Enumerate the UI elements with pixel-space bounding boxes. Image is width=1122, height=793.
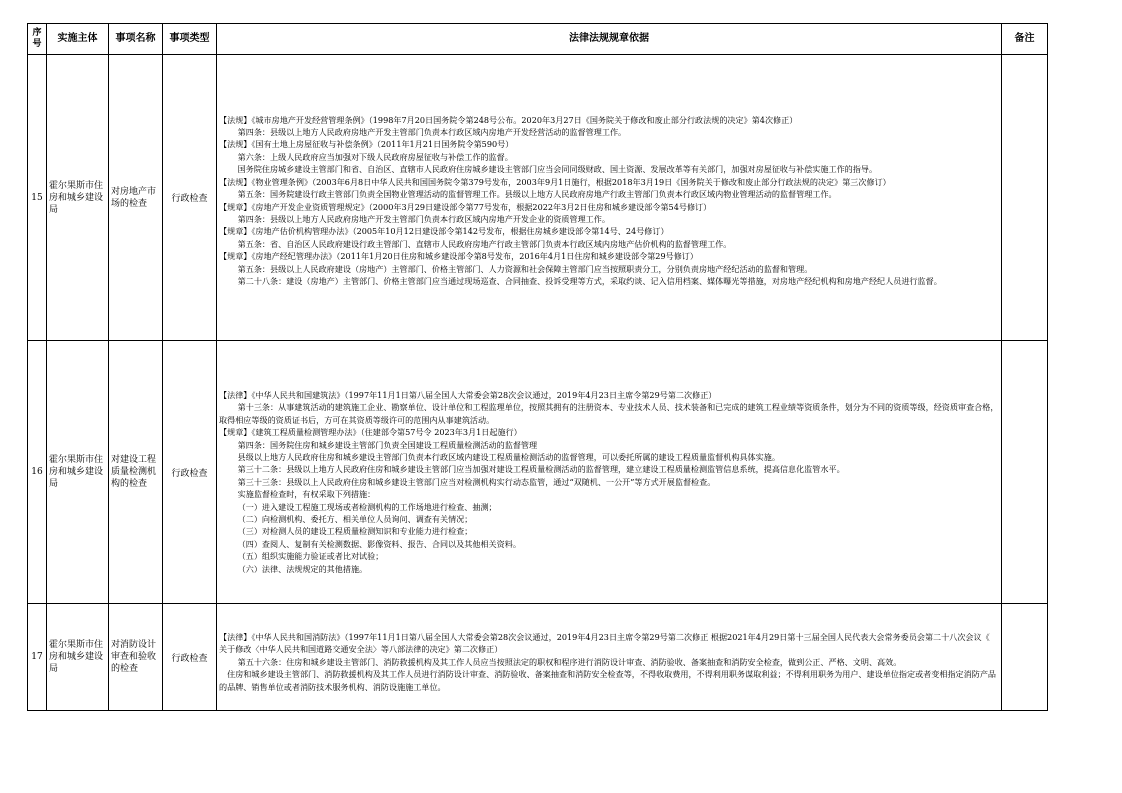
row-item-type: 行政检查	[163, 604, 217, 711]
header-remark: 备注	[1002, 24, 1048, 55]
row-entity: 霍尔果斯市住房和城乡建设局	[47, 341, 109, 604]
basis-line: 第五条：国务院建设行政主管部门负责全国物业管理活动的监督管理工作。县级以上地方人民政府房地产行政主管部门负责本行政区域内物业管理活动的监督管理工作。	[237, 189, 837, 200]
header-item-name: 事项名称	[109, 24, 163, 55]
basis-line: 第四条：县级以上地方人民政府房地产开发主管部门负责本行政区域内房地产开发企业的资质管理工作。	[237, 213, 610, 224]
basis-line: 第二十八条：建设（房地产）主管部门、价格主管部门应当通过现场巡查、合同抽查、投诉受理等方式，采取约谈、记入信用档案、媒体曝光等措施，对房地产经纪机构和房地产经纪人员进行监督。	[237, 275, 942, 286]
basis-line: 【法规】《国有土地上房屋征收与补偿条例》（2011年1月21日国务院令第590号）	[219, 139, 514, 150]
row-remark	[1002, 341, 1048, 604]
row-entity: 霍尔果斯市住房和城乡建设局	[47, 604, 109, 711]
basis-line: 第十三条：从事建筑活动的建筑施工企业、勘察单位、设计单位和工程监理单位，按照其拥有的注册资本、专业技术人员、技术装备和已完成的建筑工程业绩等资质条件，划分为不同的资质等级，经资质审查合格，取得相应等级的资质证书后，方可在其资质等级许可的范围内从事建筑活动。	[219, 402, 999, 425]
table-header-row	[28, 24, 1048, 55]
basis-line: 第三十三条：县级以上人民政府住房和城乡建设主管部门应当对检测机构实行动态监管，通过“双随机、一公开”等方式开展监督检查。	[237, 476, 716, 487]
basis-line: （四）查阅人、复制有关检测数据、影像资料、报告、合同以及其他相关资料。	[237, 538, 521, 549]
basis-line: 第五条：县级以上人民政府建设（房地产）主管部门、价格主管部门、人力资源和社会保障主管部门应当按照职责分工，分别负责房地产经纪活动的监督和管理。	[237, 263, 813, 274]
row-item-name: 对消防设计审查和验收的检查	[109, 604, 163, 711]
basis-line: 【法律】《中华人民共和国建筑法》（1997年11月1日第八届全国人大常委会第28次会议通过，2019年4月23日主席令第29号第二次修正）	[219, 389, 717, 400]
row-seq: 15	[28, 55, 47, 341]
row-item-name: 对房地产市场的检查	[109, 55, 163, 341]
basis-line: 【法规】《物业管理条例》（2003年6月8日中华人民共和国国务院令第379号发布，2003年9月1日施行，根据2018年3月19日《国务院关于修改和废止部分行政法规的决定》第三次修订）	[219, 176, 891, 187]
row-basis	[217, 341, 1002, 604]
basis-line: 实施监督检查时，有权采取下列措施：	[237, 489, 376, 500]
basis-line: 【规章】《房地产经纪管理办法》（2011年1月20日住房和城乡建设部令第8号发布，2016年4月1日住房和城乡建设部令第29号修订）	[219, 251, 698, 262]
basis-line: 县级以上地方人民政府住房和城乡建设主管部门负责本行政区域内建设工程质量检测活动的监督管理，可以委托所属的建设工程质量监督机构具体实施。	[237, 451, 780, 462]
basis-line: 住房和城乡建设主管部门、消防救援机构及其工作人员进行消防设计审查、消防验收、备案抽查和消防安全检查等，不得收取费用，不得利用职务谋取利益；不得利用职务为用户、建设单位指定或者变相指定消防产品的品牌、销售单位或者消防技术服务机构、消防设施施工单位。	[219, 669, 997, 692]
basis-line: 第五条：省、自治区人民政府建设行政主管部门、直辖市人民政府房地产行政主管部门负责本行政区域内房地产估价机构的监督管理工作。	[237, 238, 732, 249]
row-remark	[1002, 55, 1048, 341]
header-item-type: 事项类型	[163, 24, 217, 55]
basis-line: （六）法律、法规规定的其他措施。	[237, 563, 368, 574]
regulation-table	[27, 23, 1048, 711]
row-item-type: 行政检查	[163, 55, 217, 341]
header-entity: 实施主体	[47, 24, 109, 55]
table-row	[28, 55, 1048, 341]
row-entity: 霍尔果斯市住房和城乡建设局	[47, 55, 109, 341]
basis-line: （五）组织实施能力验证或者比对试验；	[237, 551, 384, 562]
basis-line: 【法律】《中华人民共和国消防法》（1997年11月1日第八届全国人大常委会第28次会议通过，2019年4月23日主席令第29号第二次修正 根据2021年4月29日第十三届全国人民代表大会常务委员会第二十八次会议《 关于修改〈中华人民共和国道路交通安全法〉等八部法律的决定》第二次修正）	[219, 631, 990, 655]
basis-line: 第五十六条：住房和城乡建设主管部门、消防救援机构及其工作人员应当按照法定的职权和程序进行消防设计审查、消防验收、备案抽查和消防安全检查，做到公正、严格、文明、高效。	[237, 656, 902, 667]
row-item-name: 对建设工程质量检测机构的检查	[109, 341, 163, 604]
basis-line: （一）进入建设工程施工现场或者检测机构的工作场地进行检查、抽测；	[237, 501, 497, 512]
basis-line: 【规章】《建筑工程质量检测管理办法》（住建部令第57号令 2023年3月1日起施行）	[219, 427, 522, 438]
basis-line: （三）对检测人员的建设工程质量检测知识和专业能力进行检查；	[237, 526, 473, 537]
table-row	[28, 341, 1048, 604]
header-seq: 序号	[28, 24, 47, 55]
basis-line: 【规章】《房地产开发企业资质管理规定》（2000年3月29日建设部令第77号发布，根据2022年3月2日住房和城乡建设部令第54号修订）	[219, 201, 712, 212]
basis-line: 第四条：县级以上地方人民政府房地产开发主管部门负责本行政区域内房地产开发经营活动的监督管理工作。	[237, 127, 627, 138]
basis-line: 国务院住房城乡建设主管部门和省、自治区、直辖市人民政府住房城乡建设主管部门应当会同同级财政、国土资源、发展改革等有关部门，加强对房屋征收与补偿实施工作的指导。	[237, 164, 878, 175]
row-seq: 17	[28, 604, 47, 711]
row-seq: 16	[28, 341, 47, 604]
basis-line: 第四条：国务院住房和城乡建设主管部门负责全国建设工程质量检测活动的监督管理	[237, 439, 538, 450]
basis-line: （二）向检测机构、委托方、相关单位人员询问、调查有关情况；	[237, 514, 473, 525]
row-basis	[217, 55, 1002, 341]
basis-line: 第六条：上级人民政府应当加强对下级人民政府房屋征收与补偿工作的监督。	[237, 151, 513, 162]
row-basis	[217, 604, 1002, 711]
row-item-type: 行政检查	[163, 341, 217, 604]
basis-line: 第三十二条：县级以上地方人民政府住房和城乡建设主管部门应当加强对建设工程质量检测活动的监督管理，建立建设工程质量检测监管信息系统，提高信息化监管水平。	[237, 464, 845, 475]
row-remark	[1002, 604, 1048, 711]
basis-line: 【规章】《房地产估价机构管理办法》（2005年10月12日建设部令第142号发布，根据住房城乡建设部令第14号、24号修订）	[219, 226, 669, 237]
header-basis: 法律法规规章依据	[217, 24, 1002, 55]
basis-line: 【法规】《城市房地产开发经营管理条例》（1998年7月20日国务院令第248号公布。2020年3月27日《国务院关于修改和废止部分行政法规的决定》第4次修正）	[219, 114, 798, 125]
table-row	[28, 604, 1048, 711]
